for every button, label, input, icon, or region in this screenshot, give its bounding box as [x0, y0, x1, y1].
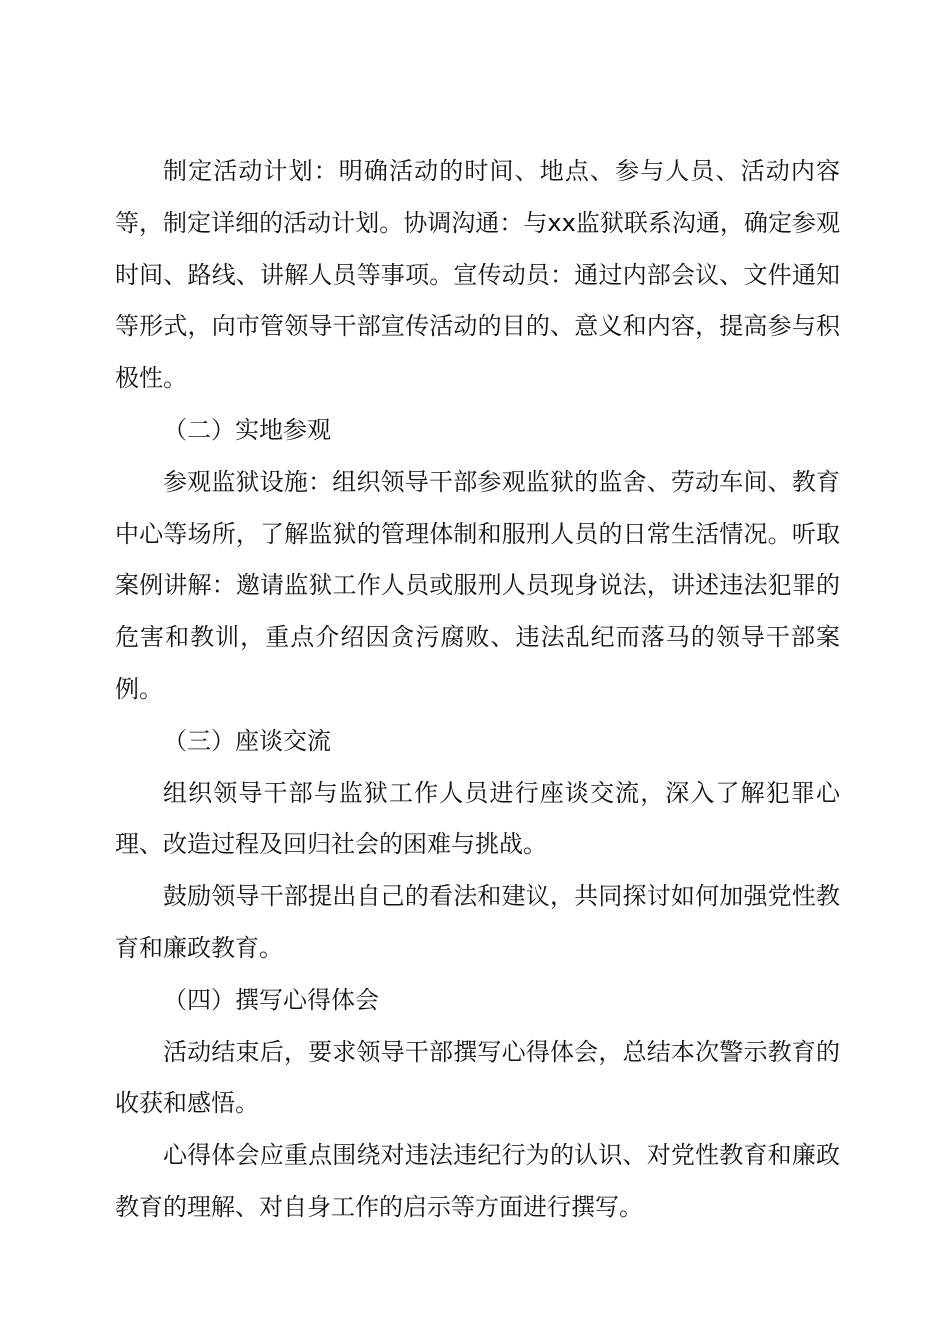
paragraph-reflections-requirement: 活动结束后，要求领导干部撰写心得体会，总结本次警示教育的收获和感悟。	[115, 1037, 840, 1118]
section-heading-discussion: （三）座谈交流	[163, 726, 331, 755]
document-body	[115, 146, 840, 1234]
section-heading-reflections: （四）撰写心得体会	[163, 985, 379, 1014]
paragraph-encourage-suggestions: 鼓励领导干部提出自己的看法和建议，共同探讨如何加强党性教育和廉政教育。	[115, 882, 840, 962]
paragraph-discussion: 组织领导干部与监狱工作人员进行座谈交流，深入了解犯罪心理、改造过程及回归社会的困难与挑战。	[115, 778, 840, 859]
section-heading-site-visit: （二）实地参观	[163, 415, 331, 444]
paragraph-activity-plan: 制定活动计划：明确活动的时间、地点、参与人员、活动内容等，制定详细的活动计划。协调沟通：与xx监狱联系沟通，确定参观时间、路线、讲解人员等事项。宣传动员：通过内部会议、文件通知等形式，向市管领导干部宣传活动的目的、意义和内容，提高参与积极性。	[115, 157, 840, 393]
paragraph-reflections-focus: 心得体会应重点围绕对违法违纪行为的认识、对党性教育和廉政教育的理解、对自身工作的启示等方面进行撰写。	[115, 1141, 840, 1221]
paragraph-site-visit: 参观监狱设施：组织领导干部参观监狱的监舍、劳动车间、教育中心等场所，了解监狱的管理体制和服刑人员的日常生活情况。听取案例讲解：邀请监狱工作人员或服刑人员现身说法，讲述违法犯罪的危害和教训，重点介绍因贪污腐败、违法乱纪而落马的领导干部案例。	[115, 467, 840, 703]
